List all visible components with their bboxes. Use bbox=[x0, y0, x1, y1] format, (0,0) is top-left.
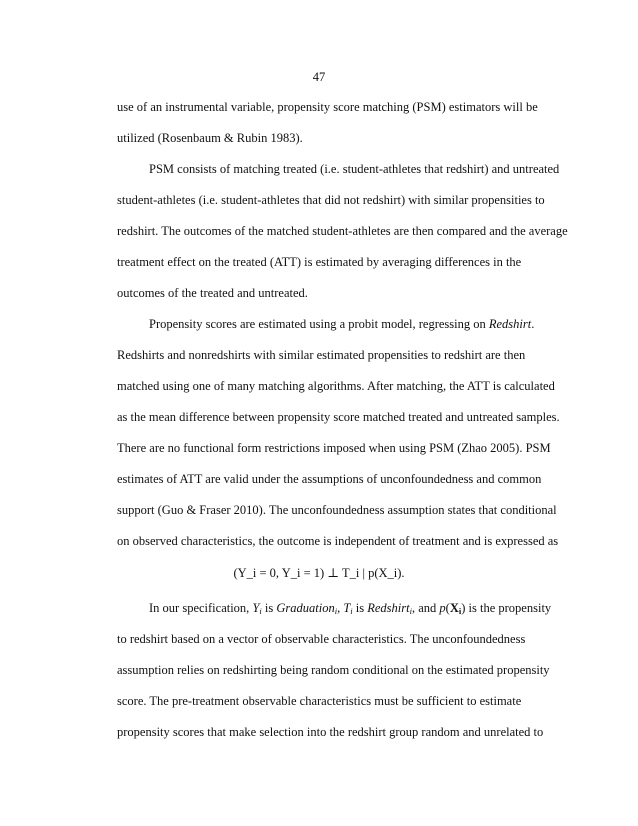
math-sub: i bbox=[350, 606, 353, 616]
math-sub: i bbox=[409, 606, 412, 616]
math-var: Redshirt bbox=[367, 601, 410, 615]
math-sub: i bbox=[334, 606, 338, 616]
math-var: Y bbox=[252, 601, 260, 615]
paragraph-1-line-1: use of an instrumental variable, propensity score matching (PSM) estimators will be bbox=[117, 100, 538, 114]
italic-term: Redshirt bbox=[488, 317, 532, 331]
paragraph-3-line-6: estimates of ATT are valid under the assumptions of unconfoundedness and common bbox=[117, 472, 542, 486]
text-segment: . bbox=[531, 317, 535, 331]
text-segment: , bbox=[337, 601, 344, 615]
paragraph-4-line-3: assumption relies on redshirting being random conditional on the estimated propensity bbox=[117, 663, 550, 677]
paragraph-2-line-5: outcomes of the treated and untreated. bbox=[117, 286, 308, 300]
text-segment: , and bbox=[411, 601, 440, 615]
paragraph-2-line-2: student-athletes (i.e. student-athletes that did not redshirt) with similar propensities to bbox=[117, 193, 545, 207]
paragraph-3-line-1 bbox=[149, 316, 534, 332]
math-var: Graduation bbox=[276, 601, 335, 615]
paragraph-3-line-3: matched using one of many matching algorithms. After matching, the ATT is calculated bbox=[117, 379, 555, 393]
text-segment: In our specification, bbox=[149, 601, 253, 615]
paragraph-4-line-5: propensity scores that make selection into the redshirt group random and unrelated to bbox=[117, 725, 544, 739]
paragraph-3-line-2: Redshirts and nonredshirts with similar estimated propensities to redshirt are then bbox=[117, 348, 526, 362]
paragraph-2-line-4: treatment effect on the treated (ATT) is estimated by averaging differences in the bbox=[117, 255, 522, 269]
text-segment: ) is the propensity bbox=[461, 601, 552, 615]
paragraph-3-line-5: There are no functional form restrictions imposed when using PSM (Zhao 2005). PSM bbox=[117, 441, 551, 455]
paragraph-3-line-7: support (Guo & Fraser 2010). The unconfoundedness assumption states that conditional bbox=[117, 503, 557, 517]
paragraph-3-line-4: as the mean difference between propensity score matched treated and untreated samples. bbox=[117, 410, 560, 424]
math-vector: X bbox=[449, 601, 459, 615]
paragraph-4-line-4: score. The pre-treatment observable characteristics must be sufficient to estimate bbox=[117, 694, 522, 708]
text-segment: Propensity scores are estimated using a probit model, regressing on bbox=[149, 317, 489, 331]
equation: (Y_i = 0, Y_i = 1) ⊥ T_i | p(X_i). bbox=[233, 566, 405, 580]
text-segment: is bbox=[261, 601, 277, 615]
math-sub: i bbox=[458, 606, 462, 616]
paragraph-3-line-8: on observed characteristics, the outcome is independent of treatment and is expressed as bbox=[117, 534, 559, 548]
paragraph-4-line-2: to redshirt based on a vector of observable characteristics. The unconfoundedness bbox=[117, 632, 526, 646]
paragraph-4-line-1 bbox=[149, 600, 551, 616]
text-segment: is bbox=[352, 601, 368, 615]
text-segment: ( bbox=[445, 601, 450, 615]
paragraph-1-line-2: utilized (Rosenbaum & Rubin 1983). bbox=[117, 131, 303, 145]
paragraph-2-line-3: redshirt. The outcomes of the matched student-athletes are then compared and the average bbox=[117, 224, 568, 238]
math-var: T bbox=[343, 601, 351, 615]
paragraph-2-line-1: PSM consists of matching treated (i.e. student-athletes that redshirt) and untreated bbox=[149, 162, 560, 176]
page-number: 47 bbox=[312, 70, 326, 84]
math-var: p bbox=[439, 601, 446, 615]
math-sub: i bbox=[259, 606, 262, 616]
